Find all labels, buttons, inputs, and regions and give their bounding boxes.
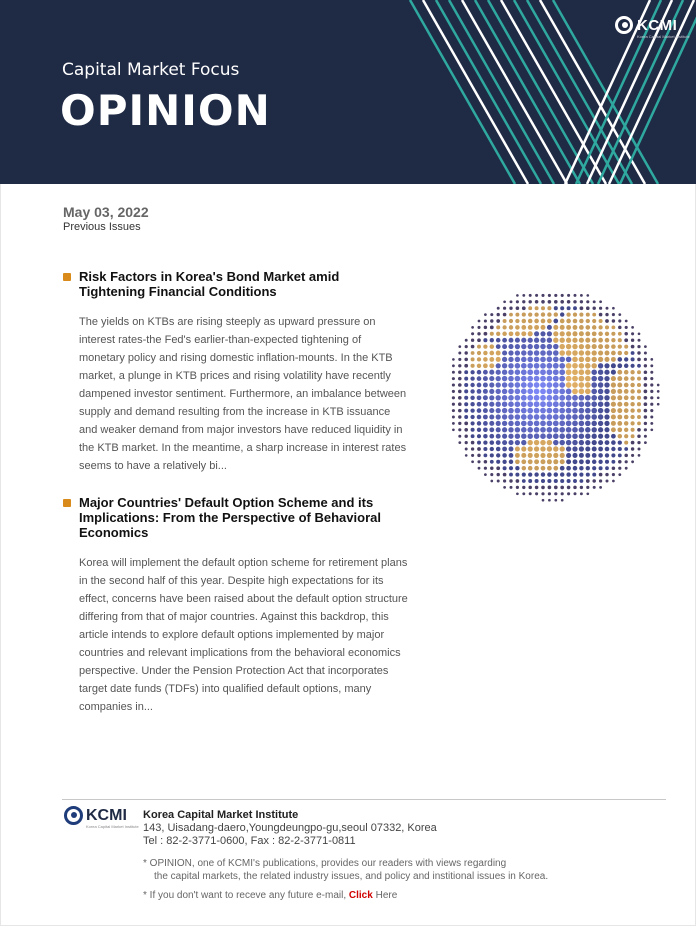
- publication-note: [143, 857, 548, 883]
- page-title: OPINION: [60, 86, 271, 135]
- note-line-1: * OPINION, one of KCMI's publications, provides our readers with views regarding: [143, 858, 507, 869]
- address: 143, Uisadang-daero,Youngdeungpo-gu,seoul 07332, Korea: [143, 822, 437, 834]
- article-title[interactable]: Risk Factors in Korea's Bond Market amid Tightening Financial Conditions: [79, 269, 340, 299]
- unsubscribe-click-link[interactable]: Click: [348, 890, 373, 901]
- brand-name: KCMI: [637, 16, 678, 34]
- bullet-icon: [63, 273, 71, 281]
- phone-fax: Tel : 82-2-3771-0600, Fax : 82-2-3771-0811: [143, 835, 356, 847]
- footer-logo: [64, 806, 127, 825]
- note-line-2: the capital markets, the related industry issues, and policy and institional issues in Korea.: [154, 871, 549, 882]
- article-2: [63, 495, 408, 716]
- issue-date: May 03, 2022: [63, 204, 149, 220]
- article-1: [63, 269, 408, 475]
- header-banner: [0, 0, 696, 184]
- footer-divider: [62, 799, 666, 800]
- footer-logo-subtitle: Korea Capital Market Institute: [86, 824, 139, 829]
- article-title[interactable]: Major Countries' Default Option Scheme and its Implications: From the Perspective of Behavioral Economics: [79, 495, 381, 540]
- previous-issues-link[interactable]: Previous Issues: [63, 221, 141, 233]
- header-kicker: Capital Market Focus: [62, 60, 240, 80]
- unsubscribe-text: * If you don't want to receve any future e-mail,: [143, 890, 347, 901]
- institute-name: Korea Capital Market Institute: [143, 809, 299, 821]
- kcmi-logo-icon: [615, 16, 633, 34]
- bullet-icon: [63, 499, 71, 507]
- footer-logo-text: KCMI: [86, 806, 127, 824]
- kcmi-logo-icon: [64, 806, 83, 825]
- unsubscribe-line: [143, 890, 397, 901]
- article-summary: Korea will implement the default option scheme for retirement plans in the second half of this year. Despite high expectations for its effect, concerns have been raised about the default option structure differing from that of major countries. Against this backdrop, this article intends to explore default options implemented by major countries and relevant implications from the behavioral economics perspective. Under the Pension Protection Act that incorporates target date funds (TDFs) into qualified default options, many companies in...: [79, 557, 408, 713]
- article-summary: The yields on KTBs are rising steeply as upward pressure on interest rates-the Fed's earlier-than-expected tightening of monetary policy and rising domestic inflation-mounts. In the KTB market, a plunge in KTB prices and rising volatility have recently dampened investor sentiment. Furthermore, an imbalance between supply and demand resulting from the increase in KTB issuance and weaker demand from major investors have reduced liquidity in the KTB market. In the meantime, a sharp increase in interest rates seems to have a relatively bi...: [79, 316, 407, 472]
- institute-contact: [143, 822, 437, 848]
- unsubscribe-here: Here: [375, 890, 398, 901]
- kcmi-logo[interactable]: [615, 16, 677, 34]
- brand-subtitle: Korea Capital Market Institute: [637, 34, 690, 39]
- dotted-globe-icon: [444, 286, 662, 504]
